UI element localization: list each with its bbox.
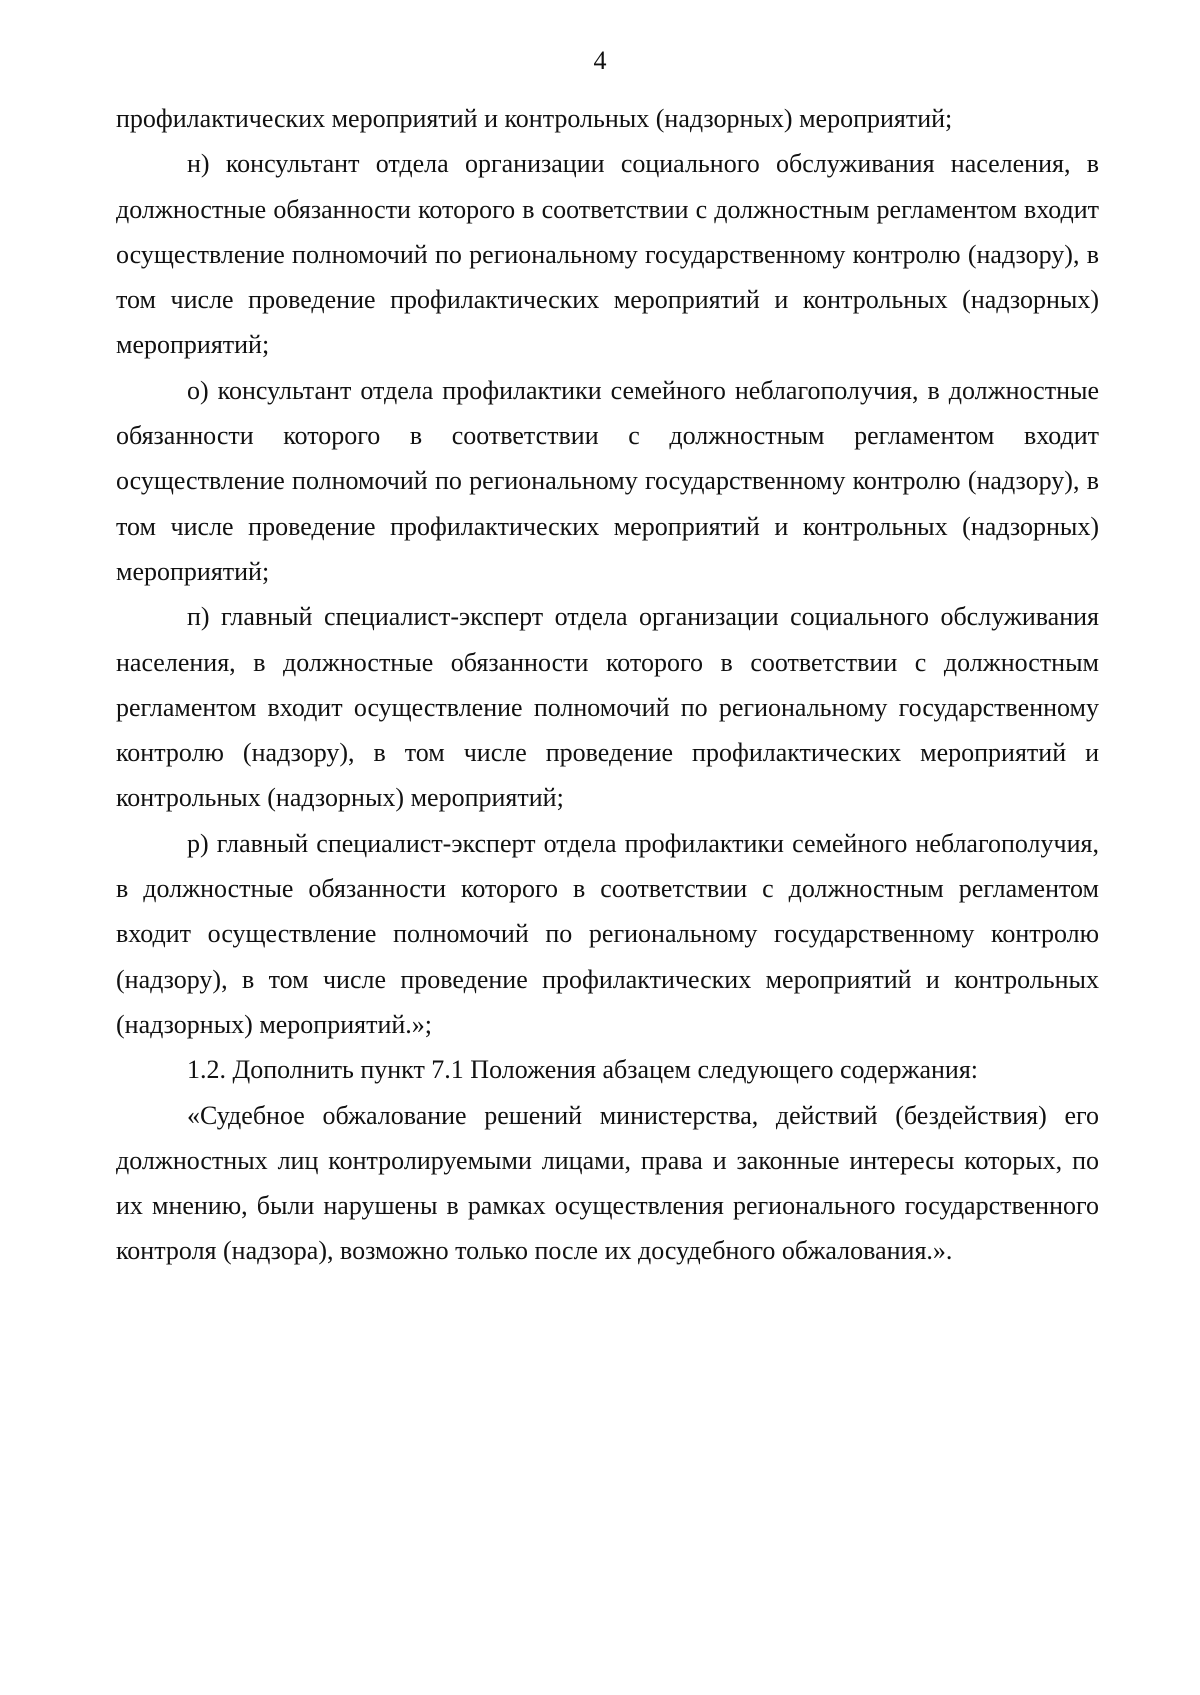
- paragraph-continuation: профилактических мероприятий и контрольных (надзорных) мероприятий;: [116, 104, 953, 133]
- paragraph-item-r: р) главный специалист-эксперт отдела профилактики семейного неблагополучия, в должностные обязанности которого в соответствии с должностным регламентом входит осуществление полномочий по региональному государственному контролю (надзору), в том числе проведение профилактических мероприятий и контрольных (надзорных) мероприятий.»;: [116, 828, 1099, 1039]
- page-number: 4: [593, 46, 607, 75]
- paragraph-quote: «Судебное обжалование решений министерства, действий (бездействия) его должностных лиц контролируемыми лицами, права и законные интересы которых, по их мнению, были нарушены в рамках осуществления регионального государственного контроля (надзора), возможно только после их досудебного обжалования.».: [116, 1100, 1099, 1266]
- paragraph-item-p: п) главный специалист-эксперт отдела организации социального обслуживания населения, в должностные обязанности которого в соответствии с должностным регламентом входит осуществление полномочий по региональному государственному контролю (надзору), в том числе проведение профилактических мероприятий и контрольных (надзорных) мероприятий;: [116, 602, 1099, 813]
- paragraph-item-o: о) консультант отдела профилактики семейного неблагополучия, в должностные обязанности которого в соответствии с должностным регламентом входит осуществление полномочий по региональному государственному контролю (надзору), в том числе проведение профилактических мероприятий и контрольных (надзорных) мероприятий;: [116, 375, 1099, 586]
- paragraph-clause-1-2: 1.2. Дополнить пункт 7.1 Положения абзацем следующего содержания:: [187, 1055, 979, 1085]
- document-body: [116, 96, 1099, 1274]
- paragraph-item-n: н) консультант отдела организации социального обслуживания населения, в должностные обязанности которого в соответствии с должностным регламентом входит осуществление полномочий по региональному государственному контролю (надзору), в том числе проведение профилактических мероприятий и контрольных (надзорных) мероприятий;: [116, 149, 1099, 360]
